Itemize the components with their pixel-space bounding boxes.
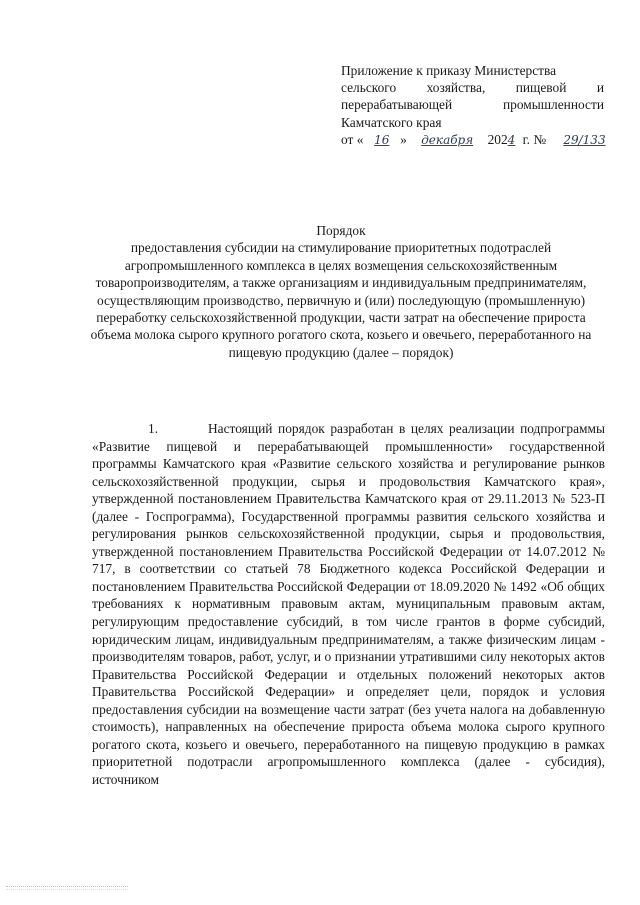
appendix-line-1: Приложение к приказу Министерства — [341, 63, 557, 78]
appendix-header — [341, 62, 604, 149]
order-prefix: от « — [341, 131, 364, 147]
order-month-handwritten: декабря — [421, 132, 474, 147]
appendix-line-2 — [341, 79, 604, 96]
footer-dotted-line — [6, 886, 128, 887]
paragraph-text: Настоящий порядок разработан в целях реализации подпрограммы «Развитие пищевой и перерабатывающей промышленности» государственной программы Камчатского края «Развитие сельского хозяйства и регулирование рынков сельскохозяйственной продукции, сырья и продовольствия Камчатского края», утвержденной постановлением Правительства Камчатского края от 29.11.2013 № 523-П (далее - Госпрограмма), Государственной программы развития сельского хозяйства и регулирования рынков сельскохозяйственной продукции, сырья и продовольствия, утвержденной постановлением Правительства Российской Федерации от 14.07.2012 № 717, в соответствии со статьей 78 Бюджетного кодекса Российской Федерации и постановлением Правительства Российской Федерации от 18.09.2020 № 1492 «Об общих требованиях к нормативным правовым актам, муниципальным правовым актам, регулирующим предоставление субсидий, в том числе грантов в форме субсидий, юридическим лицам, индивидуальным предпринимателям, а также физическим лицам - производителям товаров, работ, услуг, и о признании утратившими силу некоторых актов Правительства Российской Федерации и отдельных положений некоторых актов Правительства Российской Федерации» и определяет цели, порядок и условия предоставления субсидии на возмещение части затрат (без учета налога на добавленную стоимость), направленных на обеспечение прироста объема молока сырого крупного рогатого скота, козьего и овечьего, переработанного на пищевую продукцию в рамках приоритетной подотрасли агропромышленного комплекса (далее - субсидия), источником — [92, 421, 605, 787]
appendix-word: промышленности — [502, 97, 604, 113]
paragraph-1 — [92, 420, 605, 788]
appendix-word: сельского — [341, 80, 397, 96]
appendix-word: перерабатывающей — [341, 97, 453, 113]
appendix-line-4: Камчатского края — [341, 114, 442, 130]
order-year-digit-handwritten: 4 — [507, 132, 516, 147]
appendix-word: и — [596, 80, 604, 96]
order-year-prefix: 202 — [487, 131, 508, 147]
order-year-suffix: г. № — [522, 131, 547, 147]
appendix-word: хозяйства, — [426, 80, 486, 96]
appendix-word: пищевой — [515, 80, 567, 96]
appendix-line-3 — [341, 96, 604, 113]
order-mid: » — [400, 131, 407, 147]
footer-dotted-line — [6, 889, 128, 890]
title-text: предоставления субсидии на стимулирование приоритетных подотраслей агропромышленного комплекса в целях возмещения сельскохозяйственным товаропроизводителям, а также организациям и индивидуальным предпринимателям, осуществляющим производство, первичную и (или) последующую (промышленную) переработку сельскохозяйственной продукции, части затрат на обеспечение прироста объема молока сырого крупного рогатого скота, козьего и овечьего, переработанного на пищевую продукцию (далее – порядок) — [90, 240, 592, 360]
order-day-handwritten: 16 — [374, 132, 390, 147]
paragraph-number: 1. — [148, 421, 159, 436]
title-heading: Порядок — [316, 223, 366, 238]
document-title — [84, 222, 598, 361]
order-number-handwritten: 29/133 — [563, 132, 606, 147]
order-date-number — [341, 131, 604, 149]
